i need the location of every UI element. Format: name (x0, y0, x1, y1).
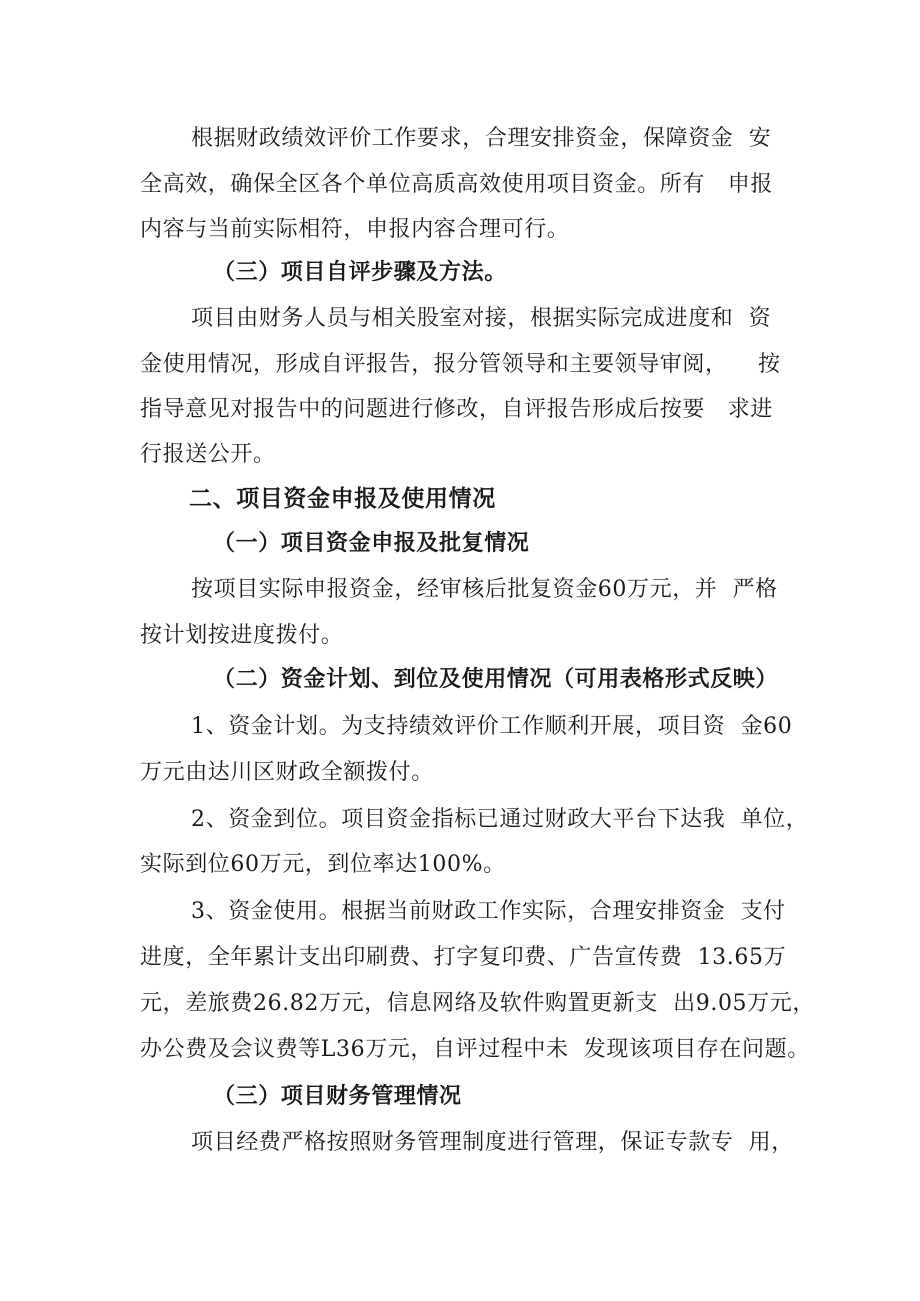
paragraph-line: 按项目实际申报资金，经审核后批复资金60万元，并 严格 (191, 577, 778, 602)
section-heading-steps: （三）项目自评步骤及方法。 (213, 260, 507, 285)
section-heading-2: 二、项目资金申报及使用情况 (189, 486, 496, 512)
paragraph-line: 项目经费严格按照财务管理制度进行管理，保证专款专 用， (191, 1130, 794, 1155)
paragraph-line: 金使用情况，形成自评报告，报分管领导和主要领导审阅， 按 (140, 352, 781, 377)
paragraph-line: 元，差旅费26.82万元，信息网络及软件购置更新支 出9.05万元， (140, 991, 815, 1016)
paragraph-line: 进度，全年累计支出印刷费、打字复印费、广告宣传费 13.65万 (140, 945, 787, 970)
paragraph-line: 万元由达川区财政全额拨付。 (140, 760, 434, 785)
paragraph-line: 根据财政绩效评价工作要求，合理安排资金，保障资金 安 (191, 126, 772, 151)
paragraph-line: 按计划按进度拨付。 (140, 623, 344, 648)
paragraph-line: 实际到位60万元，到位率达100%。 (140, 852, 506, 877)
paragraph-line: 指导意见对报告中的问题进行修改，自评报告形成后按要 求进 (140, 397, 773, 422)
subsection-heading-1: （一）项目资金申报及批复情况 (213, 531, 530, 556)
paragraph-line: 2、资金到位。项目资金指标已通过财政大平台下达我 单位， (191, 807, 809, 832)
paragraph-line: 行报送公开。 (140, 442, 276, 467)
subsection-heading-3: （三）项目财务管理情况 (213, 1084, 462, 1109)
paragraph-line: 全高效，确保全区各个单位高质高效使用项目资金。所有 申报 (140, 172, 773, 197)
subsection-heading-2: （二）资金计划、到位及使用情况（可用表格形式反映） (213, 667, 779, 692)
paragraph-line: 项目由财务人员与相关股室对接，根据实际完成进度和 资 (191, 306, 772, 331)
paragraph-line: 内容与当前实际相符，申报内容合理可行。 (140, 217, 570, 242)
paragraph-line: 办公费及会议费等L36万元，自评过程中未 发现该项目存在问题。 (140, 1037, 810, 1062)
paragraph-line: 3、资金使用。根据当前财政工作实际，合理安排资金 支付 (191, 899, 786, 924)
paragraph-line: 1、资金计划。为支持绩效评价工作顺利开展，项目资 金60 (191, 714, 793, 739)
